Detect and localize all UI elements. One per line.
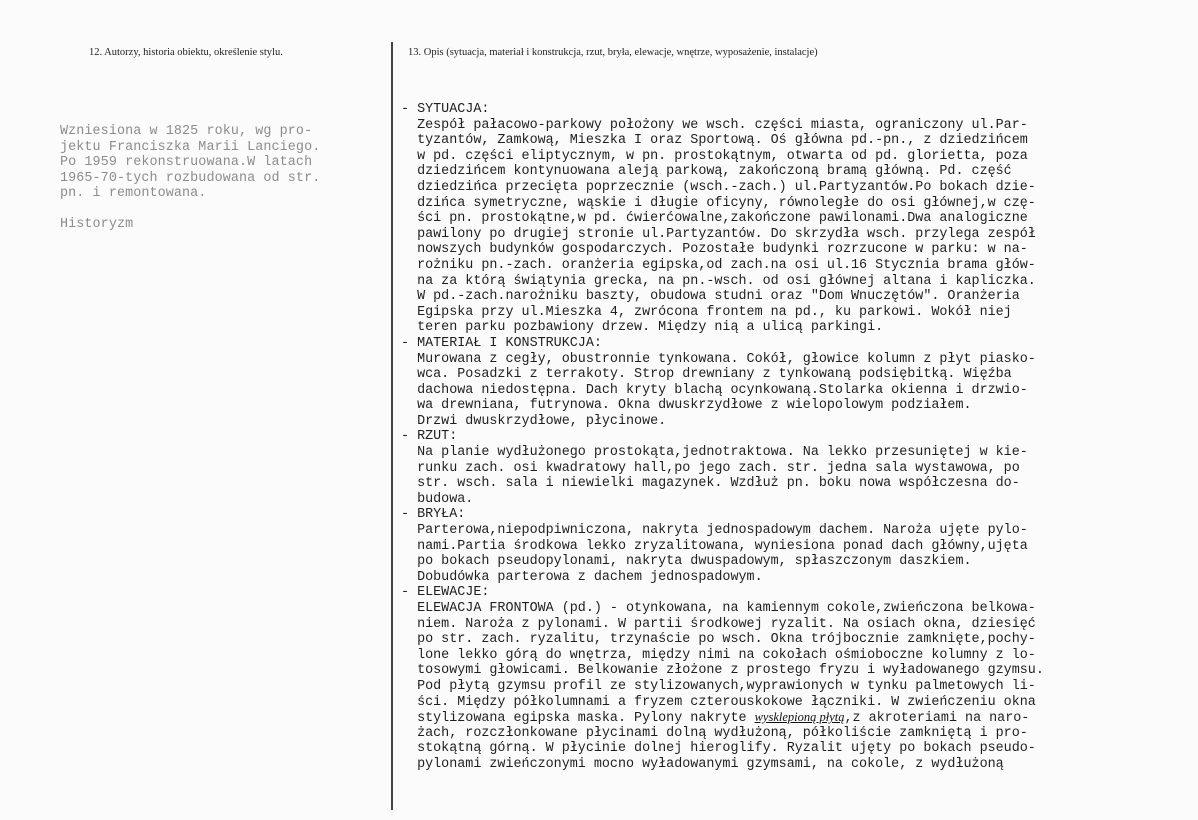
description-line: Na planie wydłużonego prostokąta,jednotraktowa. Na lekko przesuniętej w kie-: [401, 445, 1028, 461]
history-line: 1965-70-tych rozbudowana od str.: [60, 170, 321, 186]
description-line: dziedzińcem kontynuowana aleją parkową, zakończoną bramą główną. Pd. część: [401, 164, 1012, 180]
description-line: ELEWACJA FRONTOWA (pd.) - otynkowana, na kamiennym cokole,zwieńczona belkowa-: [401, 601, 1036, 616]
description-line: w pd. części eliptycznym, w pn. prostokątnym, otwarta od pd. glorietta, poza: [401, 148, 1028, 164]
description-line: dachowa niedostępna. Dach kryty blachą ocynkowaną.Stolarka okienna i drzwio-: [401, 382, 1028, 398]
description-line: runku zach. osi kwadratowy hall,po jego zach. str. jedna sala wystawowa, po: [401, 460, 1020, 476]
description-line: W pd.-zach.narożniku baszty, obudowa studni oraz "Dom Wnuczętów". Oranżeria: [401, 289, 1020, 305]
description-line: dzińca symetryczne, wąskie i długie oficyny, równoległe do osi głównej,w czę-: [401, 195, 1036, 211]
section-heading: - ELEWACJE:: [401, 585, 490, 601]
section-12-header: 12. Autorzy, historia obiektu, określenie stylu.: [89, 47, 283, 58]
description-line: ści. Między półkolumnami a fryzem czterouskokowe łączniki. W zwieńczeniu okna: [401, 694, 1036, 710]
description-line: budowa.: [401, 491, 474, 507]
section-heading: - SYTUACJA:: [401, 102, 490, 117]
section-heading: - MATERIAŁ I KONSTRUKCJA:: [401, 335, 602, 351]
description-line: wa drewniana, futrynowa. Okna dwuskrzydłowe z wielopolowym podziałem.: [401, 398, 972, 414]
description-line: stokątną górną. W płycinie dolnej hieroglify. Ryzalit ujęty po bokach pseudo-: [401, 741, 1036, 757]
description-line: Pod płytą gzymsu profil ze stylizowanych,wyprawionych w tynku palmetowych li-: [401, 678, 1036, 694]
description-line: żach, rozczłonkowane płycinami dolną wydłużoną, półkoliście zamkniętą i pro-: [401, 725, 1028, 741]
description-line: tyzantów, Zamkową, Mieszka I oraz Sportową. Oś główna pd.-pn., z dziedzińcem: [401, 133, 1028, 149]
description-column: [401, 102, 1198, 773]
description-line: pawilony po drugiej stronie ul.Partyzantów. Do skrzydła wsch. przylega zespół: [401, 226, 1036, 242]
column-divider: [391, 42, 393, 810]
description-line: dziedzińca przecięta poprzecznie (wsch.-zach.) ul.Partyzantów.Po bokach dzie-: [401, 179, 1036, 195]
history-line: pn. i remontowana.: [60, 186, 207, 201]
description-line: ści pn. prostokątne,w pd. ćwierćowalne,zakończone pawilonami.Dwa analogiczne: [401, 211, 1028, 227]
description-line: nami.Partia środkowa lekko zryzalitowana, wyniesiona ponad dach główny,ujęta: [401, 538, 1028, 554]
description-line: Egipska przy ul.Mieszka 4, zwrócona frontem na pd., ku parkowi. Wokół niej: [401, 304, 1012, 320]
description-line: pylonami zwieńczonymi mocno wyładowanymi gzymsami, na cokole, z wydłużoną: [401, 756, 1004, 772]
description-line: niem. Naroża z pylonami. W partii środkowej ryzalit. Na osiach okna, dziesięć: [401, 616, 1036, 632]
description-line: Dobudówka parterowa z dachem jednospadowym.: [401, 569, 763, 585]
description-line: wca. Posadzki z terrakoty. Strop drewniany z tynkowaną podsiębitką. Więźba: [401, 367, 1012, 383]
description-line: Drzwi dwuskrzydłowe, płycinowe.: [401, 413, 667, 429]
description-line: teren parku pozbawiony drzew. Między nią a ulicą parkingi.: [401, 320, 884, 336]
description-line: rożniku pn.-zach. oranżeria egipska,od zach.na osi ul.16 Stycznia brama głów-: [401, 257, 1036, 273]
history-line: Po 1959 rekonstruowana.W latach: [60, 155, 313, 170]
description-line: nowszych budynków gospodarczych. Pozostałe budynki rozrzucone w parku: w na-: [401, 242, 1028, 258]
section-heading: - RZUT:: [401, 429, 458, 445]
description-line: Parterowa,niepodpiwniczona, nakryta jednospadowym dachem. Naroża ujęte pylo-: [401, 523, 1028, 539]
description-line: lone lekko górą do wnętrza, między nimi na cokołach ośmioboczne kolumny z lo-: [401, 647, 1036, 663]
description-line: na za którą świątynia grecka, na pn.-wsch. od osi głównej altana i kapliczka.: [401, 273, 1036, 289]
description-line: tosowymi głowicami. Belkowanie złożone z prostego fryzu i wyładowanego gzymsu.: [401, 663, 1044, 679]
history-line: jektu Franciszka Marii Lanciego.: [60, 139, 321, 155]
description-line: po bokach pseudopylonami, nakryta dwuspadowym, spłaszczonym daszkiem.: [401, 554, 972, 570]
description-line: Murowana z cegły, obustronnie tynkowana. Cokół, głowice kolumn z płyt piasko-: [401, 351, 1036, 367]
description-line: Zespół pałacowo-parkowy położony we wsch. części miasta, ograniczony ul.Par-: [401, 117, 1028, 133]
description-line: str. wsch. sala i niewielki magazynek. Wzdłuż pn. boku nowa współczesna do-: [401, 476, 1020, 492]
style-label: Historyzm: [60, 217, 134, 232]
handwritten-insertion: wysklepioną płytą: [754, 710, 845, 725]
section-13-header: 13. Opis (sytuacja, materiał i konstrukcja, rzut, bryła, elewacje, wnętrze, wyposażenie, instalacje): [408, 47, 818, 58]
description-line-annotated: [401, 710, 1198, 726]
history-column: [60, 124, 380, 233]
description-line: po str. zach. ryzalitu, trzynaście po wsch. Okna trójbocznie zamknięte,pochy-: [401, 632, 1036, 648]
section-heading: - BRYŁA:: [401, 507, 466, 523]
history-line: Wzniesiona w 1825 roku, wg pro-: [60, 124, 313, 139]
description-text: stylizowana egipska maska. Pylony nakryte: [401, 711, 755, 727]
description-text: ,z akroteriami na naro-: [844, 711, 1030, 727]
